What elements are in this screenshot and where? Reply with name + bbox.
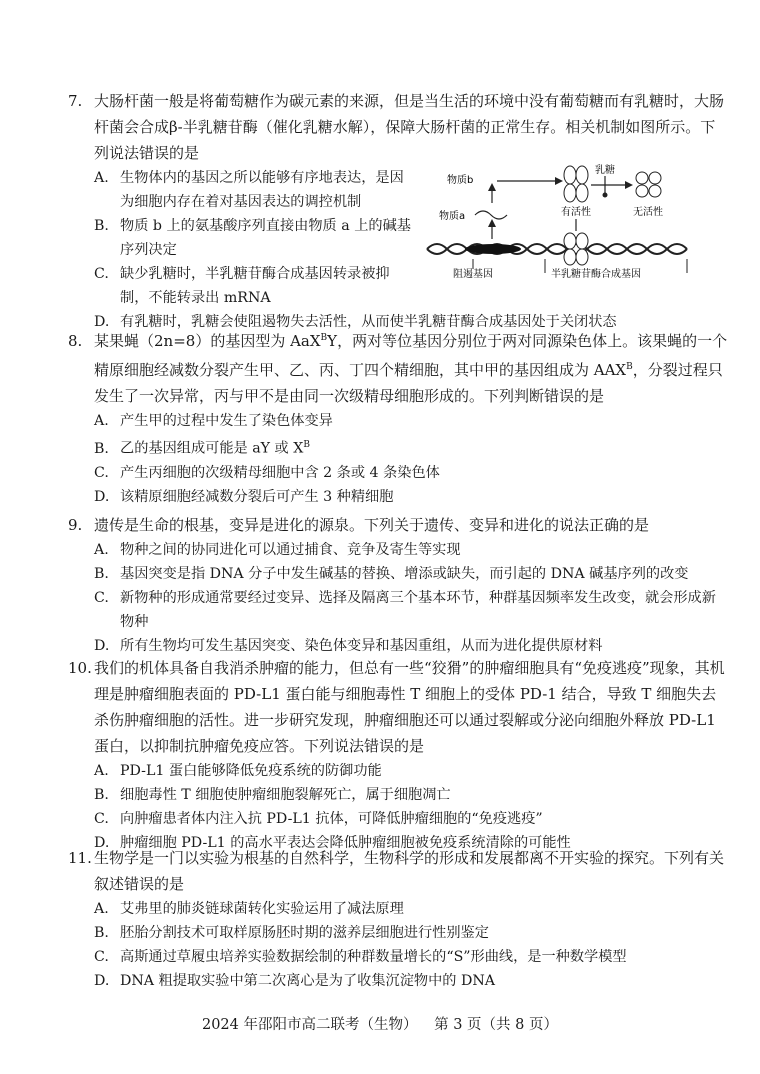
lac-operon-diagram [425,163,695,283]
option-b [94,214,416,262]
option-c [94,586,728,634]
option-text: 产生甲的过程中发生了染色体变异 [120,413,333,429]
option-c [94,945,728,969]
option-text: 该精原细胞经减数分裂后可产生 3 种精细胞 [120,488,394,505]
question-text: ，分裂过程只发生了一次异常，丙与甲不是由同一次级精母细胞形成的。下列判断错误的是 [94,361,723,405]
question-stem [68,325,728,409]
option-text: 所有生物均可发生基因突变、染色体变异和基因重组，从而为进化提供原材料 [120,638,603,654]
superscript: B [626,362,633,372]
option-text: 物种之间的协同进化可以通过捕食、竞争及寄生等实现 [120,542,461,558]
option-label: A. [94,413,109,429]
option-text: 有乳糖时，乳糖会使阻遏物失去活性，从而使半乳糖苷酶合成基因处于关闭状态 [120,314,617,330]
option-b [94,562,728,586]
option-label: B. [94,566,109,582]
option-b [94,433,728,461]
option-text: 生物体内的基因之所以能够有序地表达，是因为细胞内存在着对基因表达的调控机制 [120,170,404,210]
mrna-strand [475,211,507,219]
substance-b-label: 物质b [447,175,474,186]
active-repressor [564,166,588,202]
option-label: A. [94,170,109,186]
question-10 [68,655,728,855]
option-text: 新物种的形成通常要经过变异、选择及隔离三个基本环节，种群基因频率发生改变，就会形成新物种 [120,590,716,630]
page-number: 第 3 页（共 8 页） [434,1017,558,1033]
inactive-label: 无活性 [633,207,663,218]
option-b [94,783,728,807]
option-text: 艾弗里的肺炎链球菌转化实验运用了减法原理 [120,901,404,917]
arrow-head [488,183,496,191]
question-9 [68,512,728,658]
exam-title: 2024 年邵阳市高二联考（生物） [201,1017,418,1033]
inactive-repressor [636,172,661,197]
question-stem [68,512,728,538]
superscript: B [320,333,328,343]
question-text: 我们的机体具备自我消杀肿瘤的能力，但总有一些“狡猾”的肿瘤细胞具有“免疫逃疫”现象，其机理是肿瘤细胞表面的 PD-L1 蛋白能与细胞毒性 T 细胞上的受体 PD-1 结合，导致 T 细胞失去杀伤肿瘤细胞的活性。进一步研究发现，肿瘤细胞还可以通过裂解或分泌向细胞外释放 PD-L1 蛋白，以抑制抗肿瘤免疫应答。下列说法错误的是 [94,659,725,755]
option-text: 产生丙细胞的次级精母细胞中含 2 条或 4 条染色体 [120,464,440,481]
question-stem [68,845,728,897]
option-label: A. [94,901,109,917]
option-label: A. [94,763,109,779]
option-c [94,807,728,831]
question-number: 7. [68,92,83,110]
enzyme-gene-label: 半乳糖苷酶合成基因 [551,269,641,280]
option-label: C. [94,266,109,282]
option-label: B. [94,218,109,234]
question-stem [68,655,728,759]
option-text: 胚胎分割技术可取样原肠胚时期的滋养层细胞进行性别鉴定 [120,925,489,941]
lactose-dot [603,193,608,198]
option-c [94,262,416,310]
question-text: 生物学是一门以实验为根基的自然科学，生物科学的形成和发展都离不开实验的探究。下列有关叙述错误的是 [94,849,725,893]
question-11 [68,845,728,993]
option-a [94,897,728,921]
option-label: C. [94,464,109,481]
lactose-label: 乳糖 [595,165,615,176]
question-number: 10. [68,659,92,677]
option-label: B. [94,925,109,941]
option-text: 基因突变是指 DNA 分子中发生碱基的替换、增添或缺失，而引起的 DNA 碱基序列的改变 [120,566,689,582]
option-label: D. [94,488,110,505]
question-text: 遗传是生命的根基，变异是进化的源泉。下列关于遗传、变异和进化的说法正确的是 [94,516,650,534]
superscript: B [303,440,310,450]
option-a [94,409,728,433]
option-label: D. [94,973,110,989]
arrow-head [625,181,633,189]
option-label: C. [94,590,109,606]
option-b [94,921,728,945]
option-c [94,461,728,485]
option-text: 肿瘤细胞 PD-L1 的高水平表达会降低肿瘤细胞被免疫系统清除的可能性 [120,835,571,851]
question-number: 9. [68,516,83,534]
regulator-gene-label: 阻遏基因 [453,269,493,280]
option-label: D. [94,314,110,330]
option-label: C. [94,949,109,965]
option-label: D. [94,835,110,851]
option-label: B. [94,440,109,457]
question-number: 8. [68,332,83,350]
option-text: 缺少乳糖时，半乳糖苷酶合成基因转录被抑制，不能转录出 mRNA [120,266,390,306]
option-a [94,538,728,562]
option-text: 高斯通过草履虫培养实验数据绘制的种群数量增长的“S”形曲线，是一种数学模型 [120,949,627,965]
arrow-head [488,219,496,227]
option-label: B. [94,787,109,803]
option-a [94,166,416,214]
option-text: PD-L1 蛋白能够降低免疫系统的防御功能 [120,763,382,779]
option-label: A. [94,542,109,558]
option-a [94,759,728,783]
option-label: D. [94,638,110,654]
arrow-head [555,177,563,185]
option-text: 向肿瘤患者体内注入抗 PD-L1 抗体，可降低肿瘤细胞的“免疫逃疫” [120,811,543,827]
page-footer [0,1013,760,1034]
question-text: 某果蝇（2n=8）的基因型为 AaX [94,332,321,350]
option-text: 细胞毒性 T 细胞使肿瘤细胞裂解死亡，属于细胞凋亡 [120,787,451,803]
question-number: 11. [68,849,92,867]
option-d [94,485,728,509]
option-text: DNA 粗提取实验中第二次离心是为了收集沉淀物中的 DNA [120,973,496,989]
dna-helix [427,244,687,254]
active-label: 有活性 [561,207,591,218]
question-8 [68,325,728,509]
question-text: Y，两对等位基因分别位于两对同源染色体上。该果蝇的一个精原细胞经减数分裂产生甲、乙、丙、丁四个精细胞，其中甲的基因组成为 AAX [94,332,728,379]
option-d [94,969,728,993]
option-text: 物质 b 上的氨基酸序列直接由物质 a 上的碱基序列决定 [120,218,411,258]
question-text: 大肠杆菌一般是将葡萄糖作为碳元素的来源，但是当生活的环境中没有葡萄糖而有乳糖时，大肠杆菌会合成β-半乳糖苷酶（催化乳糖水解），保障大肠杆菌的正常生存。相关机制如图所示。下列说法错误的是 [94,92,725,162]
option-label: C. [94,811,109,827]
substance-a-label: 物质a [439,211,466,222]
question-stem [68,88,728,166]
option-text: 乙的基因组成可能是 aY 或 X [120,440,304,457]
